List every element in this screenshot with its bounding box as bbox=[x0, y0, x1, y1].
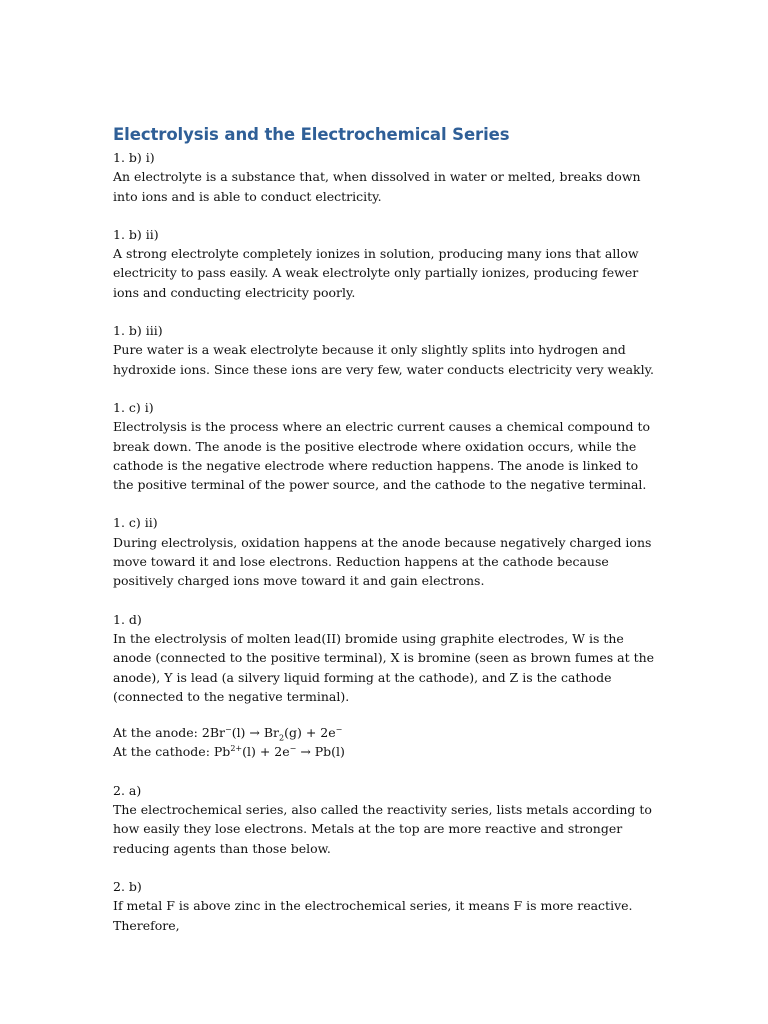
anode-equation-electron-charge: − bbox=[335, 724, 343, 734]
cathode-equation bbox=[113, 742, 658, 761]
section-2-b bbox=[113, 877, 658, 935]
anode-equation-suffix: (g) + 2e bbox=[284, 725, 336, 741]
cathode-equation-prefix: At the cathode: Pb bbox=[113, 744, 231, 760]
document-title: Electrolysis and the Electrochemical Series bbox=[113, 125, 510, 144]
section-text: Electrolysis is the process where an electric current causes a chemical compound to break down. The anode is the positive electrode where oxidation occurs, while the cathode is the negative electrode where reduction happens. The anode is linked to the positive terminal of the power source, and the cathode to the negative terminal. bbox=[113, 419, 651, 493]
anode-equation-charge: − bbox=[224, 724, 232, 734]
section-label: 1. b) i) bbox=[113, 150, 155, 165]
section-text: The electrochemical series, also called the reactivity series, lists metals according to how easily they lose electrons. Metals at the top are more reactive and stronger reducing agents than those below. bbox=[113, 802, 652, 856]
cathode-equation-suffix: → Pb(l) bbox=[296, 744, 345, 760]
anode-equation bbox=[113, 723, 658, 742]
cathode-equation-charge: 2+ bbox=[230, 744, 243, 754]
section-1-b-iii bbox=[113, 321, 658, 379]
cathode-equation-middle: (l) + 2e bbox=[242, 744, 290, 760]
cathode-equation-electron-charge: − bbox=[289, 744, 297, 754]
section-label: 2. b) bbox=[113, 878, 142, 894]
anode-equation-prefix: At the anode: 2Br bbox=[113, 725, 225, 741]
anode-equation-subscript: 2 bbox=[279, 733, 285, 743]
section-1-b-ii bbox=[113, 225, 658, 302]
section-1-b-i bbox=[113, 148, 658, 206]
section-label: 1. c) ii) bbox=[113, 515, 158, 531]
section-label: 1. c) i) bbox=[113, 399, 154, 415]
section-text: A strong electrolyte completely ionizes in solution, producing many ions that allow electricity to pass easily. A weak electrolyte only partially ionizes, producing fewer ions and conducting electricity poorly. bbox=[113, 246, 639, 300]
section-1-d bbox=[113, 610, 658, 706]
section-1-c-ii bbox=[113, 513, 658, 590]
anode-equation-middle: (l) → Br bbox=[231, 725, 280, 741]
section-label: 1. d) bbox=[113, 611, 142, 627]
equation-block bbox=[113, 723, 658, 762]
section-text: During electrolysis, oxidation happens at the anode because negatively charged ions move toward it and lose electrons. Reduction happens at the cathode because positively charged ions move toward it and gain electrons. bbox=[113, 534, 652, 589]
section-text: Pure water is a weak electrolyte because it only slightly splits into hydrogen and hydroxide ions. Since these ions are very few, water conducts electricity very weakly. bbox=[113, 342, 655, 377]
section-1-c-i bbox=[113, 398, 658, 494]
section-2-a bbox=[113, 781, 658, 858]
section-text: If metal F is above zinc in the electrochemical series, it means F is more reactive. Therefore, bbox=[113, 898, 633, 933]
section-text: In the electrolysis of molten lead(II) bromide using graphite electrodes, W is the anode (connected to the positive terminal), X is bromine (seen as brown fumes at the anode), Y is lead (a silvery liquid forming at the cathode), and Z is the cathode (connected to the negative terminal). bbox=[113, 630, 655, 704]
section-label: 1. b) ii) bbox=[113, 226, 159, 242]
section-label: 2. a) bbox=[113, 782, 142, 798]
section-text: An electrolyte is a substance that, when dissolved in water or melted, breaks down into ions and is able to conduct electricity. bbox=[113, 169, 641, 204]
section-label: 1. b) iii) bbox=[113, 323, 163, 339]
